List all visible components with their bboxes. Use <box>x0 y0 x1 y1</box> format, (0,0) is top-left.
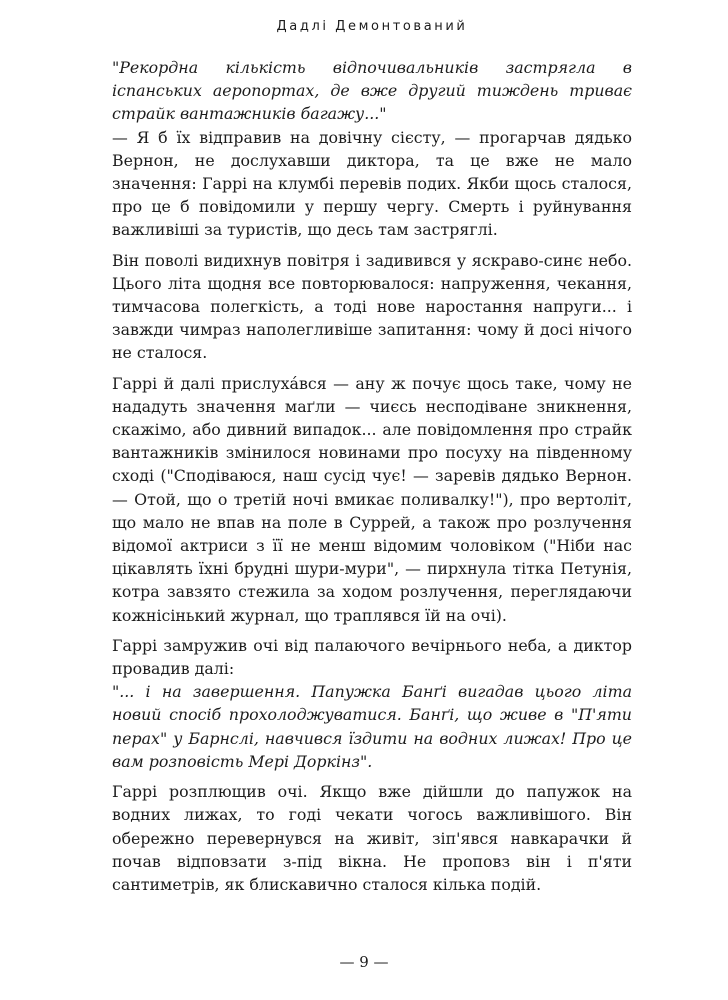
running-head: Дадлі Демонтований <box>276 19 468 34</box>
page-number: — 9 — <box>339 953 389 971</box>
paragraph-1: — Я б їх відправив на довічну сієсту, — прогарчав дядько Вернон, не дослухавши диктора, та це вже не мало значення: Гаррі на клумбі перевів подих. Якби щось сталося, про це б повідомили у першу чергу. Смерть і руйнування важливіші за туристів, що десь там застряглі. <box>112 127 632 240</box>
body-text <box>112 56 632 896</box>
paragraph-5: Гаррі розплющив очі. Якщо вже дійшли до папужок на водних лижах, то годі чекати чогось важливішого. Він обережно перевернувся на живіт, зіп'явся навкарачки й почав відповзати з-під вікна. Не проповз він і п'яти сантиметрів, як блискавично сталося кілька подій. <box>112 782 632 894</box>
book-page <box>112 18 632 988</box>
paragraph-4: Гаррі замружив очі від палаючого вечірнього неба, а диктор провадив далі: <box>112 635 632 679</box>
paragraph-3: Гаррі й далі прислуха́вся — ану ж почує щось таке, чому не нададуть значення маґли — чиєсь несподіване зникнення, скажімо, або дивний випадок... але повідомлення про страйк вантажників змінилося новинами про посуху на південному сході ("Сподіваюся, наш сусід чує! — заревів дядько Вернон. — Отой, що о третій ночі вмикає поливалку!"), про вертоліт, що мало не впав на поле в Суррей, а також про розлучення відомої актриси з її не менш відомим чоловіком ("Ніби нас цікавлять їхні брудні шури-мури", — пирхнула тітка Петунія, котра завзято стежила за ходом розлучення, переглядаючи кожнісінький журнал, що траплявся їй на очі). <box>112 373 632 625</box>
paragraph-radio-quote-1: "Рекордна кількість відпочивальників застрягла в іспанських аеропортах, де вже другий тиждень триває страйк вантажників багажу..." <box>112 58 632 124</box>
paragraph-radio-quote-2: "... і на завершення. Папужка Банґі вигадав цього літа новий спосіб прохолоджуватися. Банґі, що живе в "П'яти перах" у Барнслі, навчився їздити на водних лижах! Про це вам розповість Мері Доркінз". <box>112 682 632 771</box>
paragraph-2: Він поволі видихнув повітря і задивився у яскраво-синє небо. Цього літа щодня все повторювалося: напруження, чекання, тимчасова полегкість, а тоді нове наростання напруги... і завжди чимраз наполегливіше запитання: чому й досі нічого не сталося. <box>112 250 632 363</box>
